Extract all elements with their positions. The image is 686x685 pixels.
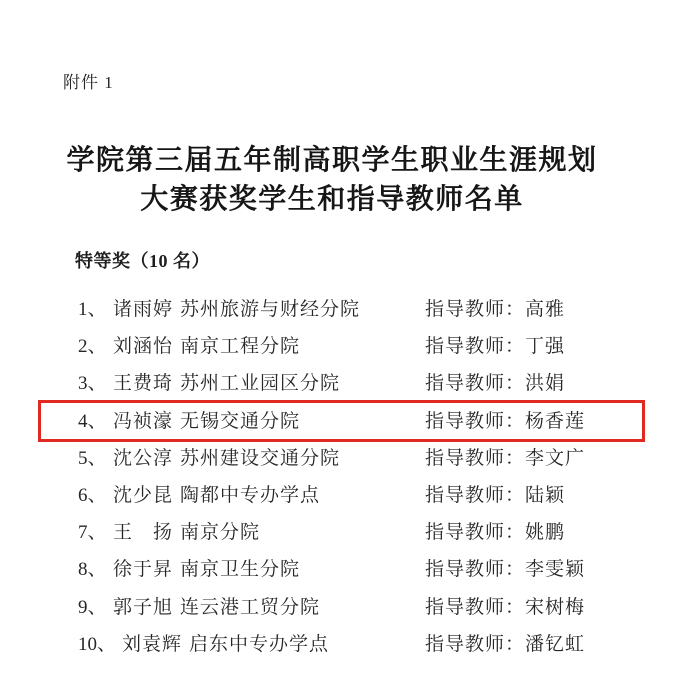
row-number: 9、 bbox=[78, 596, 107, 618]
row-number: 10、 bbox=[78, 633, 117, 655]
college-name: 苏州建设交通分院 bbox=[180, 447, 341, 469]
student-name: 徐于昇 bbox=[113, 559, 174, 581]
student-name: 王 扬 bbox=[113, 522, 174, 544]
student-name: 刘袁辉 bbox=[122, 633, 183, 655]
college-name: 连云港工贸分院 bbox=[180, 596, 321, 618]
student-name: 刘涵怡 bbox=[113, 336, 174, 358]
list-item bbox=[0, 626, 686, 663]
teacher-label: 指导教师：洪娟 bbox=[425, 373, 566, 395]
student-name: 冯祯濠 bbox=[113, 410, 174, 432]
attachment-label: 附件 1 bbox=[63, 73, 114, 92]
row-number: 1、 bbox=[78, 299, 107, 320]
college-name: 南京工程分院 bbox=[180, 336, 301, 358]
row-number: 5、 bbox=[78, 447, 107, 469]
document-title-line1: 学院第三届五年制高职学生职业生涯规划 bbox=[66, 145, 598, 176]
row-number: 6、 bbox=[78, 484, 107, 506]
college-name: 无锡交通分院 bbox=[180, 410, 301, 432]
list-item bbox=[0, 365, 686, 402]
list-item bbox=[0, 328, 686, 365]
college-name: 南京分院 bbox=[180, 522, 261, 544]
student-name: 沈公淳 bbox=[113, 447, 174, 469]
student-name: 郭子旭 bbox=[113, 596, 174, 618]
student-name: 诸雨婷 bbox=[113, 299, 174, 320]
row-number: 8、 bbox=[78, 559, 107, 581]
row-number: 4、 bbox=[78, 410, 107, 432]
award-list bbox=[0, 291, 686, 663]
teacher-label: 指导教师：陆颖 bbox=[425, 484, 566, 506]
student-name: 沈少昆 bbox=[113, 484, 174, 506]
teacher-label: 指导教师：宋树梅 bbox=[425, 596, 586, 618]
teacher-label: 指导教师：杨香莲 bbox=[425, 410, 586, 432]
college-name: 陶都中专办学点 bbox=[180, 484, 321, 506]
list-item bbox=[0, 440, 686, 477]
section-heading: 特等奖（10 名） bbox=[75, 251, 210, 271]
teacher-label: 指导教师：李雯颖 bbox=[425, 559, 586, 581]
list-item bbox=[0, 514, 686, 551]
college-name: 苏州工业园区分院 bbox=[180, 373, 341, 395]
row-number: 7、 bbox=[78, 522, 107, 544]
list-item bbox=[0, 477, 686, 514]
list-item bbox=[0, 589, 686, 626]
teacher-label: 指导教师：丁强 bbox=[425, 336, 566, 358]
list-item-highlighted bbox=[0, 403, 686, 440]
row-number: 3、 bbox=[78, 373, 107, 395]
teacher-label: 指导教师：姚鹏 bbox=[425, 522, 566, 544]
list-item bbox=[0, 551, 686, 588]
college-name: 南京卫生分院 bbox=[180, 559, 301, 581]
teacher-label: 指导教师：李文广 bbox=[425, 447, 586, 469]
student-name: 王费琦 bbox=[113, 373, 174, 395]
list-item bbox=[0, 291, 686, 328]
document-title bbox=[0, 141, 664, 219]
college-name: 苏州旅游与财经分院 bbox=[180, 299, 361, 320]
college-name: 启东中专办学点 bbox=[189, 633, 330, 655]
teacher-label: 指导教师：高雅 bbox=[425, 299, 566, 320]
row-number: 2、 bbox=[78, 336, 107, 358]
teacher-label: 指导教师：潘钇虹 bbox=[425, 633, 586, 655]
document-title-line2: 大赛获奖学生和指导教师名单 bbox=[140, 184, 524, 215]
